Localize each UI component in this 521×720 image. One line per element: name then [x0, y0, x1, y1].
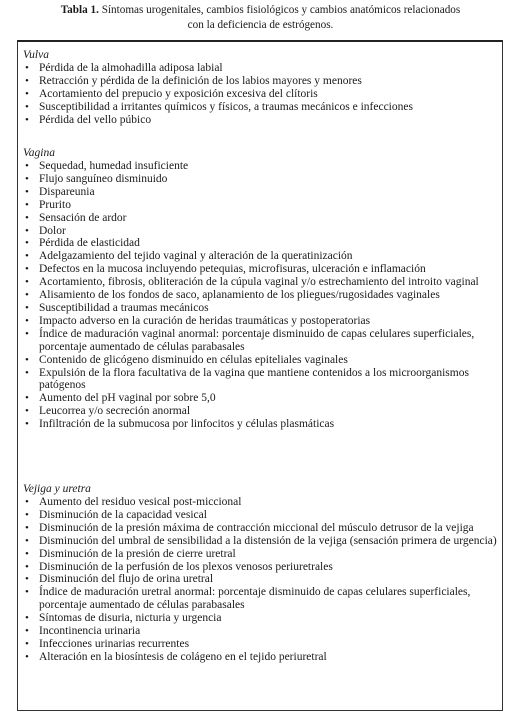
section-vejiga-uretra [23, 482, 498, 664]
list-item: • Pérdida de elasticidad [23, 237, 498, 250]
list-item: • Incontinencia urinaria [23, 625, 498, 638]
symptom-list [23, 160, 498, 431]
list-item: • Disminución de la presión de cierre uretral [23, 548, 498, 561]
caption-line-2: con la deficiencia de estrógenos. [187, 19, 334, 31]
list-item: • Índice de maduración uretral anormal: porcentaje disminuido de capas celulares superficiales, porcentaje aumentado de células parabasales [23, 586, 498, 612]
list-item: • Disminución del flujo de orina uretral [23, 573, 498, 586]
symptom-list [23, 62, 498, 127]
list-item: • Flujo sanguíneo disminuido [23, 173, 498, 186]
list-item: • Prurito [23, 199, 498, 212]
list-item: • Susceptibilidad a traumas mecánicos [23, 302, 498, 315]
list-item: • Síntomas de disuria, nicturia y urgencia [23, 612, 498, 625]
list-item: • Dolor [23, 225, 498, 238]
list-item: • Leucorrea y/o secreción anormal [23, 405, 498, 418]
list-item: • Disminución del umbral de sensibilidad a la distensión de la vejiga (sensación primera de urgencia) [23, 535, 498, 548]
caption-line-1: Síntomas urogenitales, cambios fisiológicos y cambios anatómicos relacionados [101, 4, 461, 16]
list-item: • Adelgazamiento del tejido vaginal y alteración de la queratinización [23, 250, 498, 263]
list-item: • Acortamiento, fibrosis, obliteración de la cúpula vaginal y/o estrechamiento del introito vaginal [23, 276, 498, 289]
list-item: • Aumento del pH vaginal por sobre 5,0 [23, 392, 498, 405]
section-title: Vejiga y uretra [23, 483, 91, 495]
list-item: • Pérdida del vello púbico [23, 114, 498, 127]
section-vagina [23, 146, 498, 431]
list-item: • Alteración en la biosíntesis de colágeno en el tejido periuretral [23, 651, 498, 664]
list-item: • Aumento del residuo vesical post-miccional [23, 496, 498, 509]
list-item: • Índice de maduración vaginal anormal: porcentaje disminuido de capas celulares superficiales, porcentaje aumentado de células parabasales [23, 328, 498, 354]
list-item: • Disminución de la perfusión de los plexos venosos periuretrales [23, 561, 498, 574]
section-title: Vulva [23, 49, 49, 61]
list-item: • Susceptibilidad a irritantes químicos y físicos, a traumas mecánicos e infecciones [23, 101, 498, 114]
list-item: • Sequedad, humedad insuficiente [23, 160, 498, 173]
list-item: • Acortamiento del prepucio y exposición excesiva del clítoris [23, 88, 498, 101]
list-item: • Dispareunia [23, 186, 498, 199]
list-item: • Contenido de glicógeno disminuido en células epiteliales vaginales [23, 354, 498, 367]
list-item: • Impacto adverso en la curación de heridas traumáticas y postoperatorias [23, 315, 498, 328]
list-item: • Alisamiento de los fondos de saco, aplanamiento de los pliegues/rugosidades vaginales [23, 289, 498, 302]
list-item: • Expulsión de la flora facultativa de la vagina que mantiene contenidos a los microorganismos patógenos [23, 367, 498, 393]
section-title: Vagina [23, 147, 55, 159]
list-item: • Retracción y pérdida de la definición de los labios mayores y menores [23, 75, 498, 88]
list-item: • Disminución de la presión máxima de contracción miccional del músculo detrusor de la vejiga [23, 522, 498, 535]
symptom-list [23, 496, 498, 664]
list-item: • Pérdida de la almohadilla adiposa labial [23, 62, 498, 75]
table-caption [0, 3, 521, 33]
list-item: • Sensación de ardor [23, 212, 498, 225]
table-label: Tabla 1. [60, 4, 99, 16]
section-vulva [23, 48, 498, 127]
list-item: • Disminución de la capacidad vesical [23, 509, 498, 522]
list-item: • Infiltración de la submucosa por linfocitos y células plasmáticas [23, 418, 498, 431]
list-item: • Infecciones urinarias recurrentes [23, 638, 498, 651]
list-item: • Defectos en la mucosa incluyendo petequias, microfisuras, ulceración e inflamación [23, 263, 498, 276]
